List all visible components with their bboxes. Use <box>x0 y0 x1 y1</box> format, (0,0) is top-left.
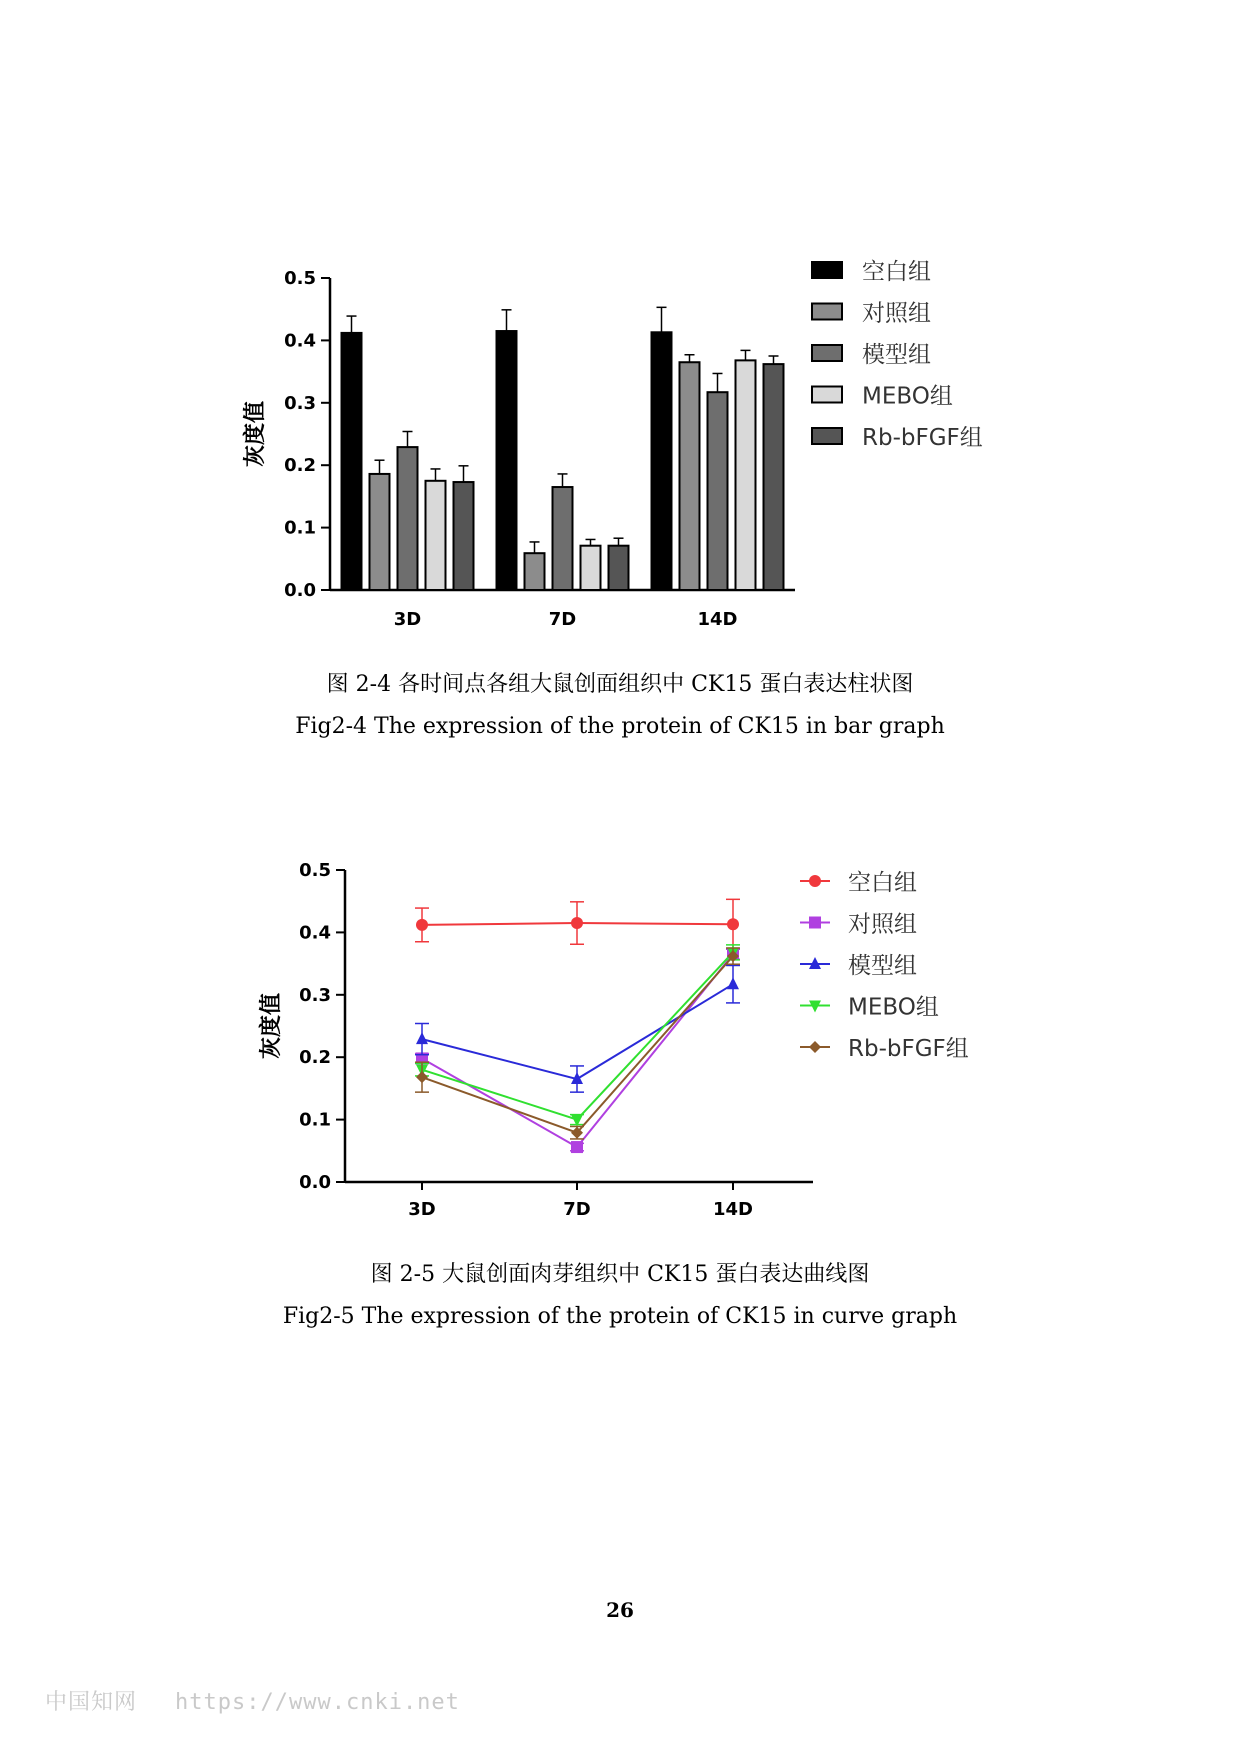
bar-legend-swatch <box>812 345 842 361</box>
line-chart-svg <box>0 845 1240 1235</box>
bar <box>680 362 700 590</box>
line-y-tick-label: 0.4 <box>299 922 331 944</box>
bar-legend-label: 对照组 <box>862 300 931 327</box>
line-y-tick-label: 0.2 <box>299 1047 331 1069</box>
bar-y-tick-label: 0.1 <box>284 517 316 539</box>
bar-x-tick-label: 14D <box>697 609 738 630</box>
line-y-tick-label: 0.1 <box>299 1109 331 1131</box>
bar-y-axis-label: 灰度值 <box>243 400 268 468</box>
line-legend-label: 对照组 <box>848 911 917 938</box>
line-chart <box>0 845 1240 1235</box>
bar-legend-swatch <box>812 387 842 403</box>
page-number: 26 <box>606 1598 634 1622</box>
line-point <box>727 918 739 930</box>
bar-legend-swatch <box>812 262 842 278</box>
bar <box>652 332 672 590</box>
bar-legend-swatch <box>812 304 842 320</box>
bar <box>764 364 784 590</box>
bar-chart-caption-en: Fig2-4 The expression of the protein of CK15 in bar graph <box>295 714 945 739</box>
line-x-tick-label: 7D <box>563 1199 591 1220</box>
bar-legend-label: MEBO组 <box>862 383 953 410</box>
line-legend-marker <box>809 1041 821 1053</box>
line-point <box>416 919 428 931</box>
bar-y-tick-label: 0.4 <box>284 330 316 352</box>
bar <box>497 331 517 590</box>
line-series <box>422 984 733 1079</box>
line-legend-label: MEBO组 <box>848 994 939 1021</box>
bar <box>736 360 756 590</box>
bar-y-tick-label: 0.5 <box>284 268 316 289</box>
line-y-tick-label: 0.5 <box>299 860 331 881</box>
bar <box>398 447 418 590</box>
bar <box>525 553 545 590</box>
line-x-tick-label: 3D <box>408 1199 436 1220</box>
bar-chart <box>0 250 1240 670</box>
line-point <box>727 977 739 989</box>
line-x-tick-label: 14D <box>713 1199 753 1220</box>
line-point <box>416 1032 428 1044</box>
bar-legend-label: Rb-bFGF组 <box>862 425 983 451</box>
bar-y-tick-label: 0.3 <box>284 392 316 414</box>
bar <box>581 546 601 590</box>
line-chart-caption-en: Fig2-5 The expression of the protein of CK15 in curve graph <box>282 1304 958 1329</box>
line-point <box>571 1141 583 1153</box>
line-point <box>416 1071 428 1083</box>
watermark <box>45 1685 498 1716</box>
line-legend-label: 模型组 <box>848 953 917 979</box>
line-y-tick-label: 0.3 <box>299 984 331 1006</box>
bar <box>426 481 446 590</box>
line-point <box>571 917 583 929</box>
bar-legend-label: 模型组 <box>862 342 931 368</box>
line-legend-label: Rb-bFGF组 <box>848 1036 969 1062</box>
watermark-cn: 中国知网 <box>45 1690 138 1715</box>
bar <box>553 487 573 590</box>
bar <box>609 546 629 590</box>
bar <box>370 474 390 590</box>
bar-legend-label: 空白组 <box>862 259 931 285</box>
line-chart-caption-zh: 图 2-5 大鼠创面肉芽组织中 CK15 蛋白表达曲线图 <box>370 1262 870 1287</box>
bar-legend-swatch <box>812 428 842 444</box>
bar-y-tick-label: 0.2 <box>284 455 316 477</box>
line-legend-marker <box>809 875 821 887</box>
watermark-url: https://www.cnki.net <box>175 1690 460 1715</box>
bar <box>708 392 728 590</box>
bar <box>342 333 362 590</box>
line-y-tick-label: 0.0 <box>299 1172 331 1193</box>
line-y-axis-label: 灰度值 <box>259 992 284 1060</box>
bar-x-tick-label: 3D <box>393 609 422 630</box>
bar-y-tick-label: 0.0 <box>284 580 316 601</box>
bar <box>454 482 474 590</box>
bar-chart-svg <box>0 250 1240 670</box>
bar-chart-caption-zh: 图 2-4 各时间点各组大鼠创面组织中 CK15 蛋白表达柱状图 <box>326 672 914 697</box>
bar-x-tick-label: 7D <box>548 609 577 630</box>
line-legend-marker <box>809 917 821 929</box>
line-series <box>422 956 733 1133</box>
line-legend-label: 空白组 <box>848 870 917 896</box>
